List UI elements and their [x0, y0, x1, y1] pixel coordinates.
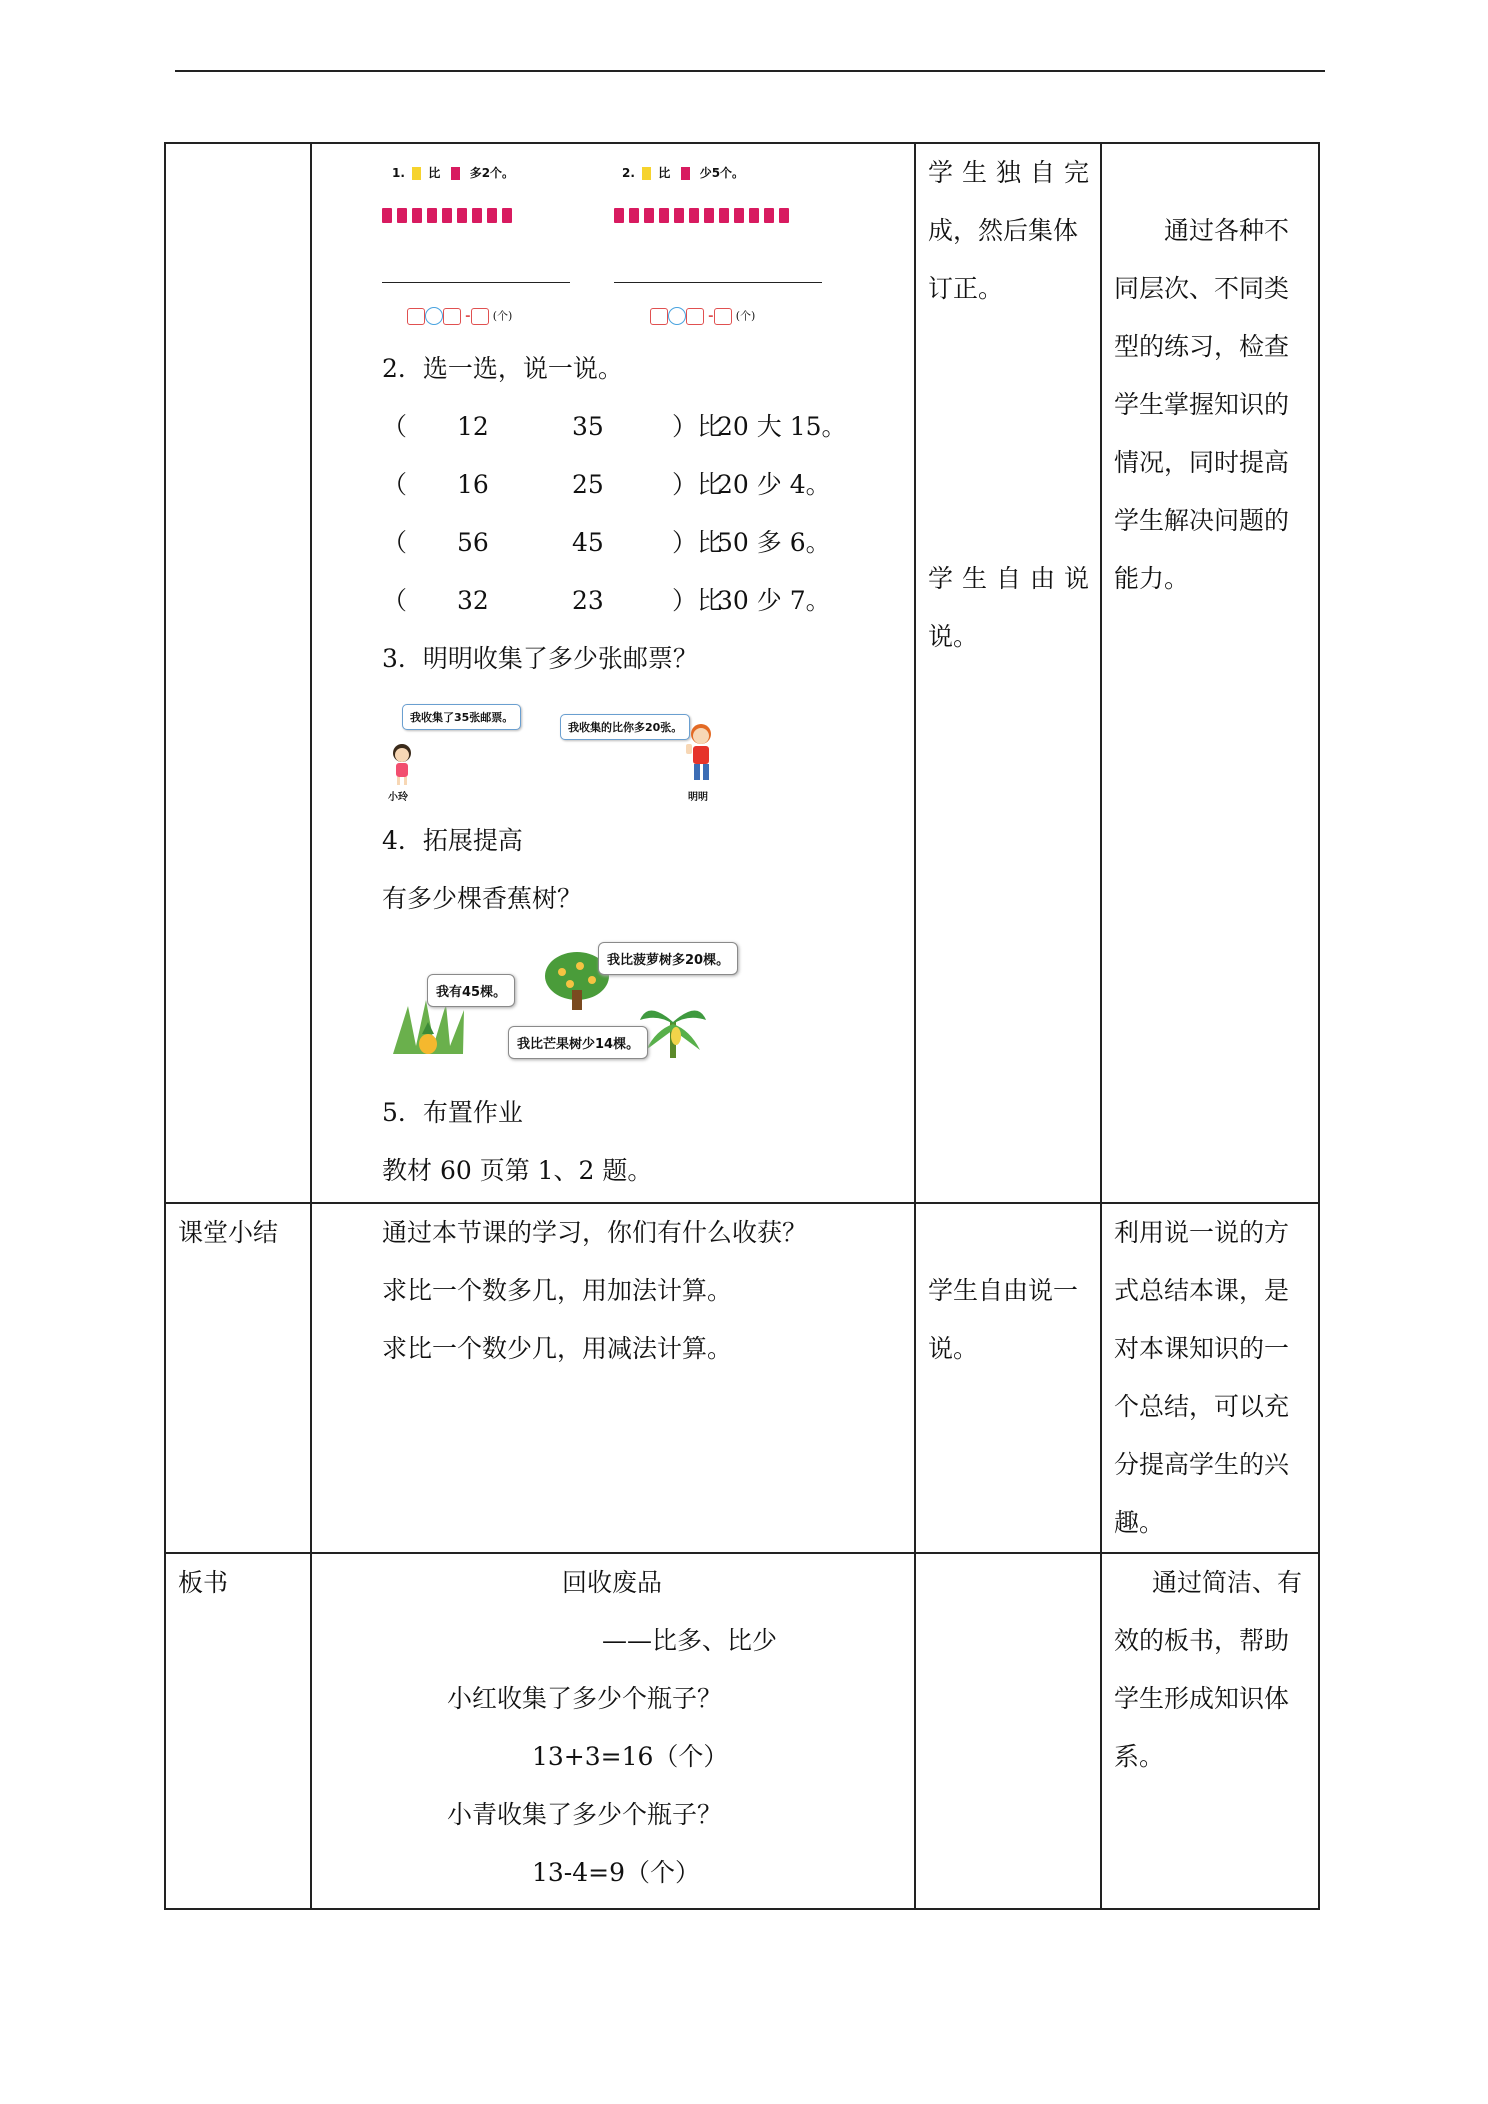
red-cup-icon [674, 208, 684, 223]
q2-title: 2．选一选，说一说。 [382, 354, 623, 383]
red-cup-icon [487, 208, 497, 223]
summary-student-line: 说。 [928, 1334, 979, 1363]
formula-right: - (个) [650, 307, 755, 325]
choice-list [382, 398, 902, 630]
choice-option[interactable]: 35 [572, 412, 604, 441]
red-cup-icon [734, 208, 744, 223]
trees-figure [382, 936, 782, 1076]
mango-speech-bubble: 我比菠萝树多20棵。 [598, 942, 738, 975]
summary-line: 通过本节课的学习，你们有什么收获？ [382, 1218, 808, 1247]
choice-rest: 20 大 15。 [717, 412, 847, 441]
xiaoling-name: 小玲 [388, 792, 408, 803]
choice-option[interactable]: 56 [457, 528, 489, 557]
answer-line-left [382, 282, 570, 283]
q5-title: 5．布置作业 [382, 1098, 523, 1127]
red-cup-icon [614, 208, 624, 223]
choice-option[interactable]: 25 [572, 470, 604, 499]
stamps-figure [382, 704, 782, 804]
summary-line: 求比一个数少几，用减法计算。 [382, 1334, 733, 1363]
red-cup-icon [412, 208, 422, 223]
summary-intent-line: 利用说一说的方 [1114, 1218, 1290, 1247]
red-cup-icon [502, 208, 512, 223]
board-title: 回收废品 [562, 1568, 663, 1597]
choice-option[interactable]: 32 [457, 586, 489, 615]
red-cup-icon [719, 208, 729, 223]
banana-tree-icon [638, 1000, 708, 1060]
summary-student-cell [915, 1203, 1101, 1553]
student-activity-line: 说。 [928, 622, 979, 651]
board-subtitle: ——比多、比少 [602, 1626, 778, 1655]
mingming-name: 明明 [688, 792, 708, 803]
board-intent-line: 效的板书，帮助 [1114, 1626, 1290, 1655]
choice-option[interactable]: 45 [572, 528, 604, 557]
board-student-cell [915, 1553, 1101, 1909]
header-rule [175, 70, 1325, 72]
choice-rest: 50 多 6。 [717, 528, 831, 557]
right-cup-row [614, 200, 794, 229]
ex1-right-less: 少5个。 [699, 166, 745, 180]
student-activity-line: 订正。 [928, 274, 1004, 303]
red-cup-icon [451, 167, 460, 180]
red-cup-icon [749, 208, 759, 223]
practice-label-cell [165, 143, 311, 1203]
red-cup-icon [659, 208, 669, 223]
choice-row [382, 398, 902, 456]
yellow-cup-icon [642, 167, 651, 180]
choice-row [382, 572, 902, 630]
choice-row [382, 456, 902, 514]
choice-open: （ [382, 586, 408, 615]
ex1-right-label: 2. [622, 166, 635, 180]
summary-intent-line: 对本课知识的一 [1114, 1334, 1290, 1363]
boy-icon [684, 722, 718, 784]
board-question-2: 小青收集了多少个瓶子？ [447, 1800, 723, 1829]
board-intent-line: 通过简洁、有 [1152, 1568, 1303, 1597]
red-cup-icon [382, 208, 392, 223]
student-activity-line: 学生独自完 [928, 158, 1099, 187]
board-label: 板书 [178, 1568, 229, 1597]
choice-option[interactable]: 23 [572, 586, 604, 615]
practice-intent-cell [1101, 143, 1319, 1203]
choice-row [382, 514, 902, 572]
intent-line: 通过各种不 [1164, 216, 1290, 245]
red-cup-icon [689, 208, 699, 223]
red-cup-icon [427, 208, 437, 223]
q5-text: 教材 60 页第 1、2 题。 [382, 1156, 653, 1185]
practice-student-cell [915, 143, 1101, 1203]
practice-row [165, 143, 1319, 1203]
summary-student-line: 学生自由说一 [928, 1276, 1079, 1305]
summary-intent-line: 分提高学生的兴 [1114, 1450, 1290, 1479]
q3-title: 3．明明收集了多少张邮票？ [382, 644, 698, 673]
mingming-speech-bubble: 我收集的比你多20张。 [560, 714, 690, 740]
summary-intent-line: 趣。 [1114, 1508, 1165, 1537]
intent-line: 情况，同时提高 [1114, 448, 1290, 477]
board-intent-line: 学生形成知识体 [1114, 1684, 1290, 1713]
red-cup-icon [779, 208, 789, 223]
board-intent-cell [1101, 1553, 1319, 1909]
summary-content-cell [311, 1203, 915, 1553]
choice-close: ）比 [672, 528, 723, 557]
summary-line: 求比一个数多几，用加法计算。 [382, 1276, 733, 1305]
board-answer-1: 13+3=16（个） [532, 1742, 729, 1771]
red-cup-icon [472, 208, 482, 223]
choice-open: （ [382, 528, 408, 557]
board-label-cell [165, 1553, 311, 1909]
q4-title: 4．拓展提高 [382, 826, 523, 855]
q4-question: 有多少棵香蕉树？ [382, 884, 583, 913]
answer-line-right [614, 282, 822, 283]
student-activity-line: 学生自由说 [928, 564, 1099, 593]
choice-option[interactable]: 12 [457, 412, 489, 441]
summary-intent-cell [1101, 1203, 1319, 1553]
intent-line: 学生解决问题的 [1114, 506, 1290, 535]
intent-line: 学生掌握知识的 [1114, 390, 1290, 419]
board-question-1: 小红收集了多少个瓶子？ [447, 1684, 723, 1713]
ex1-left-more: 多2个。 [469, 166, 515, 180]
ex1-right-bi: 比 [658, 166, 671, 180]
intent-line: 型的练习，检查 [1114, 332, 1290, 361]
red-cup-icon [629, 208, 639, 223]
red-cup-icon [397, 208, 407, 223]
summary-label: 课堂小结 [178, 1218, 279, 1247]
choice-rest: 20 少 4。 [717, 470, 831, 499]
intent-line: 能力。 [1114, 564, 1190, 593]
yellow-cup-icon [412, 167, 421, 180]
banana-speech-bubble: 我比芒果树少14棵。 [508, 1026, 648, 1059]
board-answer-2: 13-4=9（个） [532, 1858, 701, 1887]
practice-content-cell [311, 143, 915, 1203]
choice-option[interactable]: 16 [457, 470, 489, 499]
student-activity-line: 成，然后集体 [928, 216, 1079, 245]
intent-line: 同层次、不同类 [1114, 274, 1290, 303]
board-intent-line: 系。 [1114, 1742, 1165, 1771]
summary-label-cell [165, 1203, 311, 1553]
left-cup-row [382, 200, 517, 229]
red-cup-icon [704, 208, 714, 223]
choice-close: ）比 [672, 412, 723, 441]
comparison-figure [382, 164, 842, 324]
summary-intent-line: 个总结，可以充 [1114, 1392, 1290, 1421]
board-content-cell [311, 1553, 915, 1909]
formula-left: - (个) [407, 307, 512, 325]
ex1-left-bi: 比 [428, 166, 441, 180]
pineapple-speech-bubble: 我有45棵。 [427, 974, 515, 1007]
girl-icon [387, 742, 417, 786]
summary-intent-line: 式总结本课，是 [1114, 1276, 1290, 1305]
summary-row [165, 1203, 1319, 1553]
red-cup-icon [644, 208, 654, 223]
ex1-left-label: 1. [392, 166, 405, 180]
red-cup-icon [457, 208, 467, 223]
xiaoling-speech-bubble: 我收集了35张邮票。 [402, 704, 521, 730]
red-cup-icon [681, 167, 690, 180]
board-row [165, 1553, 1319, 1909]
choice-open: （ [382, 412, 408, 441]
red-cup-icon [764, 208, 774, 223]
choice-open: （ [382, 470, 408, 499]
choice-close: ）比 [672, 470, 723, 499]
choice-rest: 30 少 7。 [717, 586, 831, 615]
choice-close: ）比 [672, 586, 723, 615]
lesson-table [164, 142, 1320, 1910]
red-cup-icon [442, 208, 452, 223]
